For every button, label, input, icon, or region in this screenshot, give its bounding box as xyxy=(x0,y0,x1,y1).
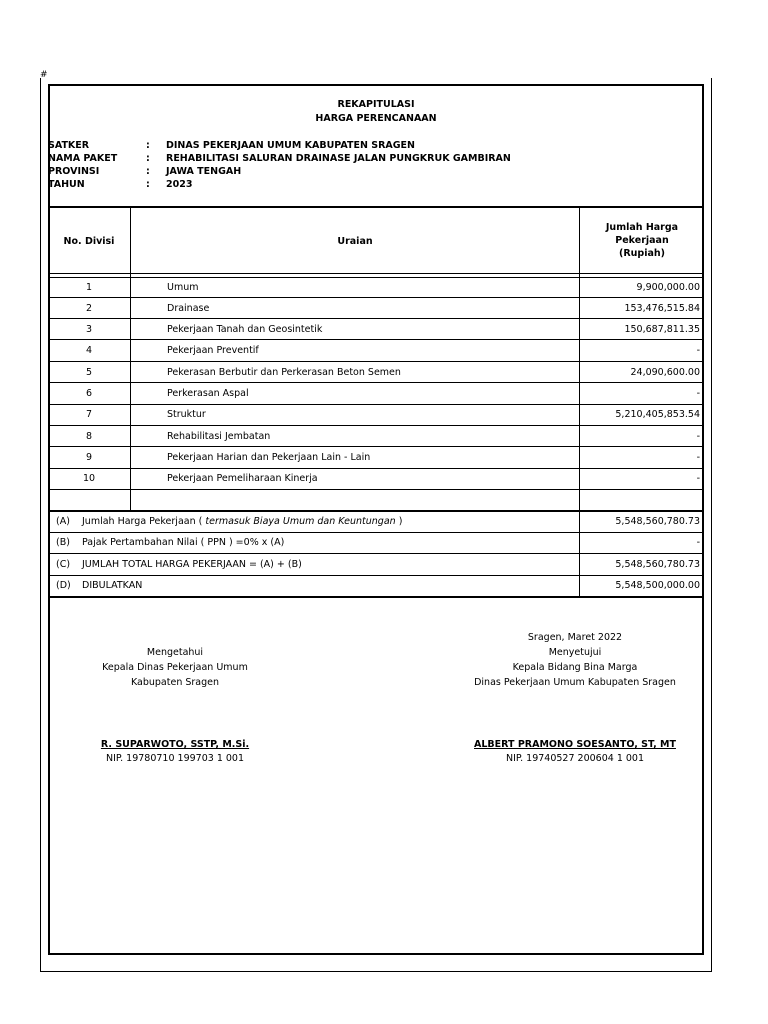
table-header-border xyxy=(48,273,704,274)
row-uraian: Pekerjaan Harian dan Pekerjaan Lain - Lain xyxy=(167,452,371,463)
row-no: 1 xyxy=(85,282,93,293)
sig-left-line1: Mengetahui xyxy=(146,647,204,658)
sig-right-line1: Menyetujui xyxy=(548,647,602,658)
row-no: 2 xyxy=(85,303,93,314)
meta-value: 2023 xyxy=(166,179,193,190)
meta-value: REHABILITASI SALURAN DRAINASE JALAN PUNGKRUK GAMBIRAN xyxy=(166,153,511,164)
row-jumlah: - xyxy=(696,345,700,356)
row-divider xyxy=(48,446,704,447)
table-header-border-2 xyxy=(48,277,704,278)
doc-title: REKAPITULASI xyxy=(337,99,415,110)
row-uraian: Pekerjaan Tanah dan Geosintetik xyxy=(167,324,323,335)
summary-divider xyxy=(48,575,704,576)
summary-value: 5,548,560,780.73 xyxy=(615,559,700,570)
row-uraian: Drainase xyxy=(167,303,210,314)
row-no: 6 xyxy=(85,388,93,399)
summary-value: 5,548,560,780.73 xyxy=(615,516,700,527)
row-jumlah: - xyxy=(696,431,700,442)
meta-label: PROVINSI xyxy=(48,166,100,177)
row-divider xyxy=(48,382,704,383)
row-no: 4 xyxy=(85,345,93,356)
row-no: 10 xyxy=(82,473,96,484)
meta-sep: : xyxy=(146,140,150,151)
table-top-border xyxy=(48,206,704,208)
summary-label: Jumlah Harga Pekerjaan ( termasuk Biaya Umum dan Keuntungan ) xyxy=(82,516,403,527)
table-body-end xyxy=(48,510,704,512)
row-divider xyxy=(48,489,704,490)
row-jumlah: - xyxy=(696,388,700,399)
row-no: 9 xyxy=(85,452,93,463)
col-header-jumlah-2: Pekerjaan xyxy=(615,235,669,246)
row-divider xyxy=(48,318,704,319)
row-uraian: Perkerasan Aspal xyxy=(167,388,249,399)
meta-sep: : xyxy=(146,179,150,190)
row-jumlah: - xyxy=(696,452,700,463)
summary-label-italic: termasuk Biaya Umum dan Keuntungan xyxy=(205,516,396,527)
meta-label: SATKER xyxy=(48,140,90,151)
row-jumlah: 24,090,600.00 xyxy=(630,367,700,378)
row-no: 5 xyxy=(85,367,93,378)
meta-sep: : xyxy=(146,153,150,164)
row-uraian: Umum xyxy=(167,282,199,293)
col-header-uraian: Uraian xyxy=(337,236,373,247)
sig-left-line2: Kepala Dinas Pekerjaan Umum xyxy=(102,662,248,673)
meta-sep: : xyxy=(146,166,150,177)
row-jumlah: 5,210,405,853.54 xyxy=(615,409,700,420)
meta-value: DINAS PEKERJAAN UMUM KABUPATEN SRAGEN xyxy=(166,140,415,151)
row-jumlah: 150,687,811.35 xyxy=(624,324,700,335)
sig-left-line3: Kabupaten Sragen xyxy=(130,677,220,688)
sig-left-name: R. SUPARWOTO, SSTP, M.Si. xyxy=(100,739,250,750)
summary-code: (C) xyxy=(56,559,71,570)
summary-value: - xyxy=(696,537,700,548)
row-divider xyxy=(48,425,704,426)
signature-left-block xyxy=(70,645,280,690)
meta-value: JAWA TENGAH xyxy=(166,166,242,177)
row-divider xyxy=(48,297,704,298)
sig-right-date: Sragen, Maret 2022 xyxy=(527,632,623,643)
doc-subtitle: HARGA PERENCANAAN xyxy=(315,113,437,124)
document-frame xyxy=(48,84,704,955)
summary-divider xyxy=(48,532,704,533)
row-divider xyxy=(48,404,704,405)
row-uraian: Struktur xyxy=(167,409,206,420)
row-uraian: Rehabilitasi Jembatan xyxy=(167,431,271,442)
sig-right-nip: NIP. 19740527 200604 1 001 xyxy=(505,753,645,764)
sig-right-line2: Kepala Bidang Bina Marga xyxy=(512,662,638,673)
signature-right-block xyxy=(450,630,700,690)
col-header-jumlah-3: (Rupiah) xyxy=(619,248,665,259)
meta-label: NAMA PAKET xyxy=(48,153,118,164)
row-divider xyxy=(48,468,704,469)
row-no: 7 xyxy=(85,409,93,420)
summary-label: DIBULATKAN xyxy=(82,580,143,591)
row-jumlah: 153,476,515.84 xyxy=(624,303,700,314)
row-divider xyxy=(48,361,704,362)
sig-right-name: ALBERT PRAMONO SOESANTO, ST, MT xyxy=(474,739,676,750)
summary-code: (D) xyxy=(56,580,71,591)
table-bottom-border xyxy=(48,596,704,598)
row-no: 8 xyxy=(85,431,93,442)
col-header-jumlah-1: Jumlah Harga xyxy=(605,222,679,233)
sig-left-nip: NIP. 19780710 199703 1 001 xyxy=(105,753,245,764)
summary-label: Pajak Pertambahan Nilai ( PPN ) =0% x (A) xyxy=(82,537,285,548)
row-no: 3 xyxy=(85,324,93,335)
row-uraian: Pekerjaan Pemeliharaan Kinerja xyxy=(167,473,318,484)
row-divider xyxy=(48,339,704,340)
row-uraian: Pekerjaan Preventif xyxy=(167,345,259,356)
hash-marker: # xyxy=(40,70,48,80)
col-header-no: No. Divisi xyxy=(63,236,115,247)
sig-right-line3: Dinas Pekerjaan Umum Kabupaten Sragen xyxy=(474,677,676,688)
meta-label: TAHUN xyxy=(48,179,85,190)
summary-label: JUMLAH TOTAL HARGA PEKERJAAN = (A) + (B) xyxy=(82,559,302,570)
summary-code: (B) xyxy=(56,537,70,548)
summary-divider xyxy=(48,553,704,554)
row-jumlah: - xyxy=(696,473,700,484)
summary-code: (A) xyxy=(56,516,70,527)
row-uraian: Pekerasan Berbutir dan Perkerasan Beton Semen xyxy=(167,367,401,378)
summary-value: 5,548,500,000.00 xyxy=(615,580,700,591)
row-jumlah: 9,900,000.00 xyxy=(636,282,700,293)
col-divider-no xyxy=(130,206,131,510)
